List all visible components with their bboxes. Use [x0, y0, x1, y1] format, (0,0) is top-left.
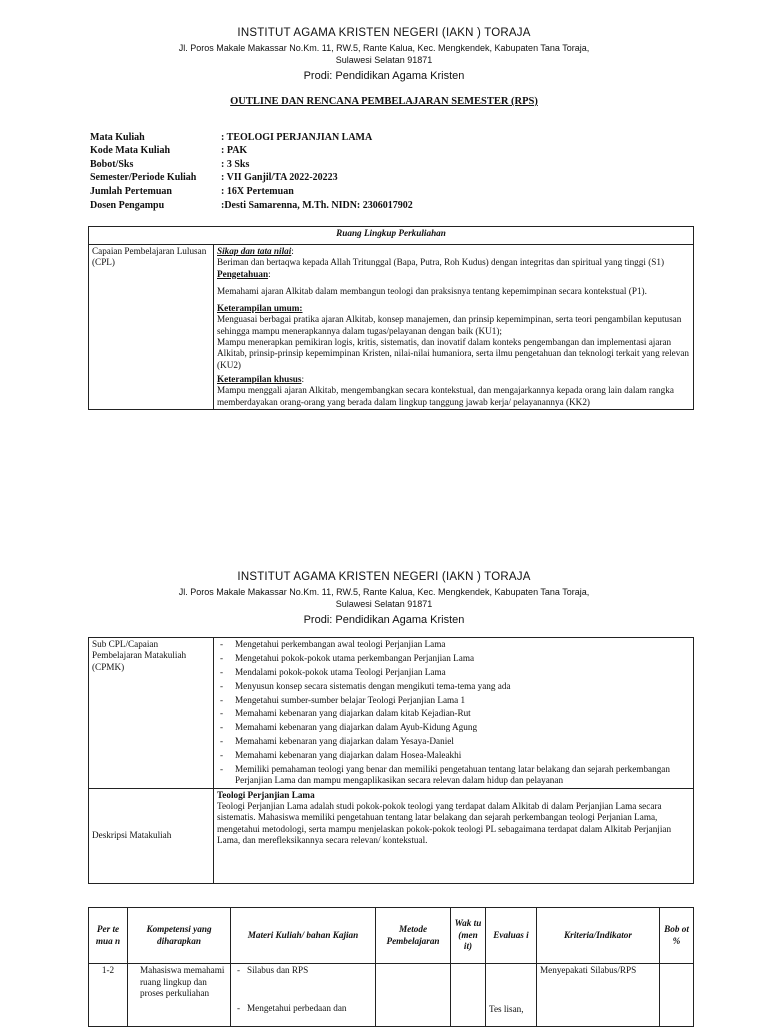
cpmk-table [88, 637, 694, 884]
desc-cell [214, 788, 694, 883]
desc-text: Teologi Perjanjian Lama adalah studi pokok-pokok teologi yang terdapat dalam Alkitab di dalam Perjanjian Lama secara sistematis. Mahasiswa memiliki pengetahuan tentang latar belakang dan sejarah perkembangan teologi Perjanian Lama, mengetahui metodologi, serta mampu menjelaskan pokok-pokok teologi PL sebagaimana terdapat dalam Alkitab Perjanjian Lama, dan merefleksikannya secara relevan/ kontekstual. [217, 800, 672, 845]
schedule-table [88, 907, 694, 1027]
sikap-colon: : [291, 246, 294, 256]
sikap-title: Sikap dan tata nilai [217, 246, 292, 256]
list-item: - Mengetahui perkembangan awal teologi Perjanjian Lama [217, 639, 690, 650]
umum-title: Keterampilan umum: [217, 303, 303, 314]
materi-item: - Silabus dan RPS [237, 965, 372, 977]
cell-kriteria: Menyepakati Silabus/RPS [537, 964, 660, 1027]
evaluasi-text: Tes lisan, [489, 1004, 524, 1014]
list-item: - Mengetahui pokok-pokok utama perkembangan Perjanjian Lama [217, 653, 690, 664]
desc-label: Deskripsi Matakuliah [89, 788, 214, 883]
list-item: - Menyusun konsep secara sistematis dengan mengikuti tema-tema yang ada [217, 681, 690, 692]
meta-key: Jumlah Pertemuan [90, 186, 172, 197]
khusus-colon: : [301, 373, 305, 384]
pengetahuan-colon: : [268, 268, 271, 279]
list-item: - Memahami kebenaran yang diajarkan dalam Hosea-Maleakhi [217, 750, 690, 761]
address-line-2: Sulawesi Selatan 91871 [335, 54, 433, 65]
col-materi: Materi Kuliah/ bahan Kajian [231, 908, 376, 964]
pengetahuan-title: Pengetahuan [217, 268, 269, 279]
sikap-heading [217, 246, 690, 257]
list-item: - Memahami kebenaran yang diajarkan dalam kitab Kejadian-Rut [217, 708, 690, 719]
header-institute: INSTITUT AGAMA KRISTEN NEGERI (IAKN ) TORAJA [237, 27, 531, 39]
meta-key: Semester/Periode Kuliah [90, 172, 197, 183]
khusus-title: Keterampilan khusus [217, 373, 302, 384]
meta-value: : PAK [221, 145, 248, 156]
table-row [89, 964, 694, 1027]
header-address-2 [150, 587, 618, 610]
address-line-1: Jl. Poros Makale Makassar No.Km. 11, RW.5, Rante Kalua, Kec. Mengkendek, Kabupaten Tana Toraja, [178, 587, 590, 597]
cell-metode [376, 964, 451, 1027]
cell-evaluasi [486, 964, 537, 1027]
col-pertemuan: Per te mua n [89, 908, 128, 964]
scope-table [88, 226, 694, 410]
cell-kompetensi: Mahasiswa memahami ruang lingkup dan proses perkuliahan [128, 964, 231, 1027]
col-bobot: Bob ot % [660, 908, 694, 964]
pengetahuan-text: Memahami ajaran Alkitab dalam membangun teologi dan praksisnya tentang kepemimpinan secara kontekstual (P1). [217, 285, 647, 296]
header-prodi: Prodi: Pendidikan Agama Kristen [303, 70, 465, 82]
materi-item: - Mengetahui perbedaan dan [237, 1003, 372, 1015]
meta-value: : 16X Pertemuan [221, 186, 294, 197]
col-kriteria: Kriteria/Indikator [537, 908, 660, 964]
address-line-2: Sulawesi Selatan 91871 [335, 598, 433, 609]
sikap-text: Beriman dan bertaqwa kepada Allah Tritunggal (Bapa, Putra, Roh Kudus) dengan integritas dan spiritual yang tinggi (S1) [217, 257, 665, 268]
col-evaluasi: Evaluas i [486, 908, 537, 964]
umum-text-1: Menguasai berbagai pratika ajaran Alkitab, konsep manajemen, dan prinsip kepemimpinan, serta teori pengambilan keputusan sehingga mampu menerapkannya dalam tugas/pelayanan dengan baik (KU1); [217, 314, 682, 336]
list-item: - Memahami kebenaran yang diajarkan dalam Yesaya-Daniel [217, 736, 690, 747]
cpmk-list-cell [214, 638, 694, 789]
document-title: OUTLINE DAN RENCANA PEMBELAJARAN SEMESTER (RPS) [230, 96, 538, 107]
meta-value: : TEOLOGI PERJANJIAN LAMA [221, 132, 373, 143]
khusus-heading [217, 374, 690, 385]
cpl-content [214, 245, 694, 410]
meta-value: :Desti Samarenna, M.Th. NIDN: 2306017902 [221, 200, 413, 211]
cell-materi [231, 964, 376, 1027]
list-item: - Mengetahui sumber-sumber belajar Teologi Perjanjian Lama 1 [217, 695, 690, 706]
col-waktu: Wak tu (men it) [451, 908, 486, 964]
header-address [150, 43, 618, 66]
cell-bobot [660, 964, 694, 1027]
list-item: - Memiliki pemahaman teologi yang benar dan memiliki pengetahuan tentang latar belakang dan sejarah perkembangan Perjanjian Lama dan mampu mengaplikasikan secara relevan dalam hidup dan pelayanan [217, 764, 690, 787]
address-line-1: Jl. Poros Makale Makassar No.Km. 11, RW.5, Rante Kalua, Kec. Mengkendek, Kabupaten Tana Toraja, [178, 43, 590, 53]
umum-text-2: Mampu menerapkan pemikiran logis, kritis, sistematis, dan inovatif dalam konteks pengembangan dan implementasi ajaran Alkitab, prinsip-prinsip kepemimpinan Kristen, nilai-nilai humaniora, serta ilmu pengetahuan dan teknologi terkait yang relevan (KU2) [217, 337, 690, 370]
cell-pertemuan: 1-2 [89, 964, 128, 1027]
scope-heading: Ruang Lingkup Perkuliahan [89, 227, 694, 245]
cpl-label: Capaian Pembelajaran Lulusan (CPL) [89, 245, 214, 410]
list-item: - Memahami kebenaran yang diajarkan dalam Ayub-Kidung Agung [217, 722, 690, 733]
pengetahuan-heading [217, 269, 690, 280]
meta-key: Bobot/Sks [90, 159, 134, 170]
meta-value: : VII Ganjil/TA 2022-20223 [221, 172, 338, 183]
col-metode: Metode Pembelajaran [376, 908, 451, 964]
meta-value: : 3 Sks [221, 159, 250, 170]
cpmk-list [217, 639, 690, 787]
desc-title: Teologi Perjanjian Lama [217, 789, 315, 800]
meta-key: Dosen Pengampu [90, 200, 165, 211]
khusus-text: Mampu menggali ajaran Alkitab, mengembangkan secara kontekstual, dan mengajarkannya kepada orang lain dalam rangka memberdayakan orang-orang yang berada dalam lingkup tanggung jawab kerja/ pelayanannya (KK2) [217, 385, 674, 407]
header-institute-2: INSTITUT AGAMA KRISTEN NEGERI (IAKN ) TORAJA [237, 571, 531, 583]
cpmk-label: Sub CPL/Capaian Pembelajaran Matakuliah (CPMK) [89, 638, 214, 789]
list-item: - Mendalami pokok-pokok utama Teologi Perjanjian Lama [217, 667, 690, 678]
col-kompetensi: Kompetensi yang diharapkan [128, 908, 231, 964]
meta-key: Kode Mata Kuliah [90, 145, 171, 156]
header-prodi-2: Prodi: Pendidikan Agama Kristen [303, 614, 465, 626]
meta-key: Mata Kuliah [90, 132, 145, 143]
cell-waktu [451, 964, 486, 1027]
